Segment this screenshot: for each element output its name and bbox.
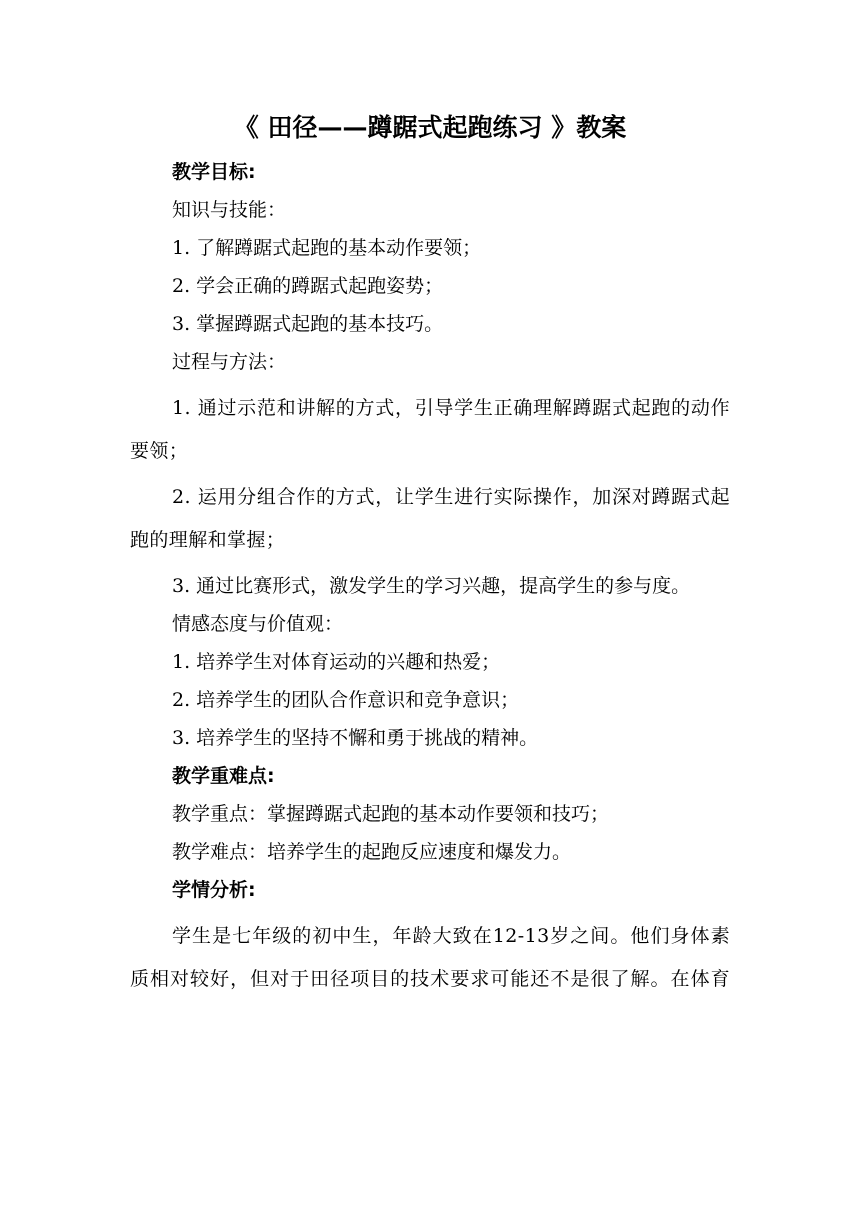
attitude-label: 情感态度与价值观：	[172, 613, 344, 635]
attitude-item: 3. 培养学生的坚持不懈和勇于挑战的精神。	[172, 727, 539, 749]
knowledge-item: 1. 了解蹲踞式起跑的基本动作要领；	[172, 237, 482, 259]
process-item: 3. 通过比赛形式，激发学生的学习兴趣，提高学生的参与度。	[172, 575, 691, 597]
analysis-heading: 学情分析:	[172, 879, 256, 901]
document-body	[130, 148, 730, 1004]
process-item: 1. 通过示范和讲解的方式，引导学生正确理解蹲踞式起跑的动作要领；	[130, 397, 730, 462]
process-item: 2. 运用分组合作的方式，让学生进行实际操作，加深对蹲踞式起跑的理解和掌握；	[130, 486, 730, 551]
knowledge-item: 2. 学会正确的蹲踞式起跑姿势；	[172, 275, 444, 297]
key-point-difficulty: 教学难点：培养学生的起跑反应速度和爆发力。	[172, 841, 572, 863]
attitude-item: 2. 培养学生的团队合作意识和竞争意识；	[172, 689, 520, 711]
key-points-heading: 教学重难点:	[172, 765, 275, 787]
objectives-heading: 教学目标:	[172, 161, 256, 183]
attitude-item: 1. 培养学生对体育运动的兴趣和热爱；	[172, 651, 501, 673]
process-label: 过程与方法：	[172, 351, 287, 373]
knowledge-label: 知识与技能：	[172, 199, 287, 221]
document-title: 《 田径——蹲踞式起跑练习 》教案	[233, 113, 627, 142]
key-point-focus: 教学重点：掌握蹲踞式起跑的基本动作要领和技巧；	[172, 803, 610, 825]
knowledge-item: 3. 掌握蹲踞式起跑的基本技巧。	[172, 313, 444, 335]
analysis-text: 学生是七年级的初中生，年龄大致在12-13岁之间。他们身体素质相对较好，但对于田径项目的技术要求可能还不是很了解。在体育	[130, 925, 730, 990]
